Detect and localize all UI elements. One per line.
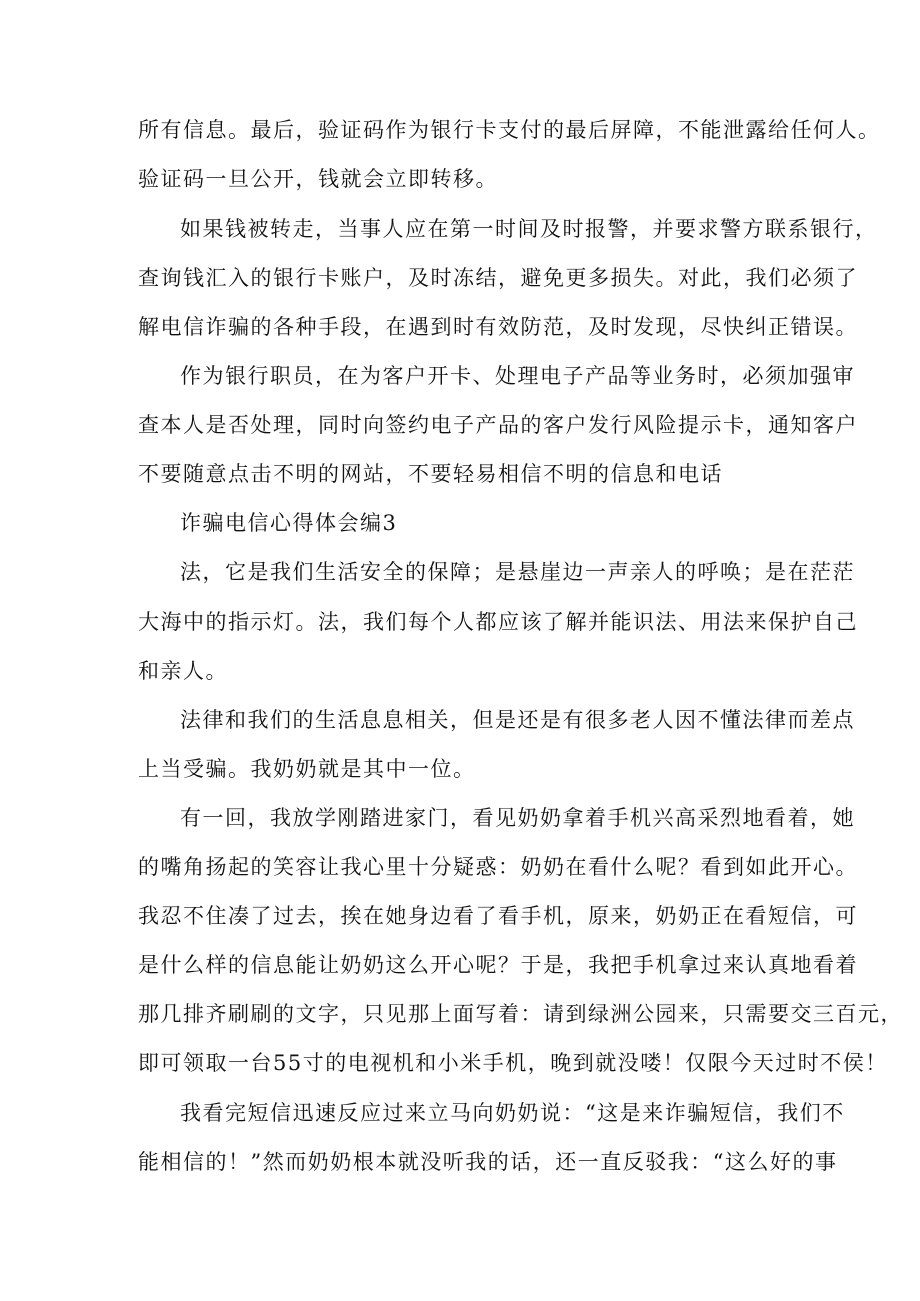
text-line: 解电信诈骗的各种手段，在遇到时有效防范，及时发现，尽快纠正错误。 (138, 315, 858, 339)
text-line: 是什么样的信息能让奶奶这么开心呢？于是，我把手机拿过来认真地看着 (138, 953, 858, 977)
text-line: 能相信的！”然而奶奶根本就没听我的话，还一直反驳我：“这么好的事 (138, 1150, 838, 1174)
paragraph-start-line: 有一回，我放学刚踏进家门，看见奶奶拿着手机兴高采烈地看着，她 (180, 806, 855, 830)
text-line: 我忍不住凑了过去，挨在她身边看了看手机，原来，奶奶正在看短信，可 (138, 904, 858, 928)
paragraph-start-line: 法，它是我们生活安全的保障；是悬崖边一声亲人的呼唤；是在茫茫 (180, 560, 855, 584)
text-line: 不要随意点击不明的网站，不要轻易相信不明的信息和电话 (138, 462, 723, 486)
text-line: 即可领取一台55寸的电视机和小米手机，晚到就没喽！仅限今天过时不侯！ (138, 1051, 888, 1075)
text-line: 的嘴角扬起的笑容让我心里十分疑惑：奶奶在看什么呢？看到如此开心。 (138, 855, 858, 879)
paragraph-start-line: 我看完短信迅速反应过来立马向奶奶说：“这是来诈骗短信，我们不 (180, 1101, 845, 1125)
text-line: 上当受骗。我奶奶就是其中一位。 (138, 757, 476, 781)
text-line: 查询钱汇入的银行卡账户，及时冻结，避免更多损失。对此，我们必须了 (138, 266, 858, 290)
paragraph-start-line: 如果钱被转走，当事人应在第一时间及时报警，并要求警方联系银行， (180, 217, 878, 241)
text-line-1: 所有信息。最后，验证码作为银行卡支付的最后屏障，不能泄露给任何人。 (138, 118, 881, 142)
section-title: 诈骗电信心得体会编3 (180, 511, 398, 535)
paragraph-start-line: 法律和我们的生活息息相关，但是还是有很多老人因不懂法律而差点 (180, 708, 855, 732)
text-line: 大海中的指示灯。法，我们每个人都应该了解并能识法、用法来保护自己 (138, 610, 858, 634)
text-line: 查本人是否处理，同时向签约电子产品的客户发行风险提示卡，通知客户 (138, 413, 858, 437)
text-line: 和亲人。 (138, 659, 228, 683)
text-line-2: 验证码一旦公开，钱就会立即转移。 (138, 167, 498, 191)
text-line: 那几排齐刷刷的文字，只见那上面写着：请到绿洲公园来，只需要交三百元， (138, 1002, 903, 1026)
paragraph-start-line: 作为银行职员，在为客户开卡、处理电子产品等业务时，必须加强审 (180, 364, 855, 388)
